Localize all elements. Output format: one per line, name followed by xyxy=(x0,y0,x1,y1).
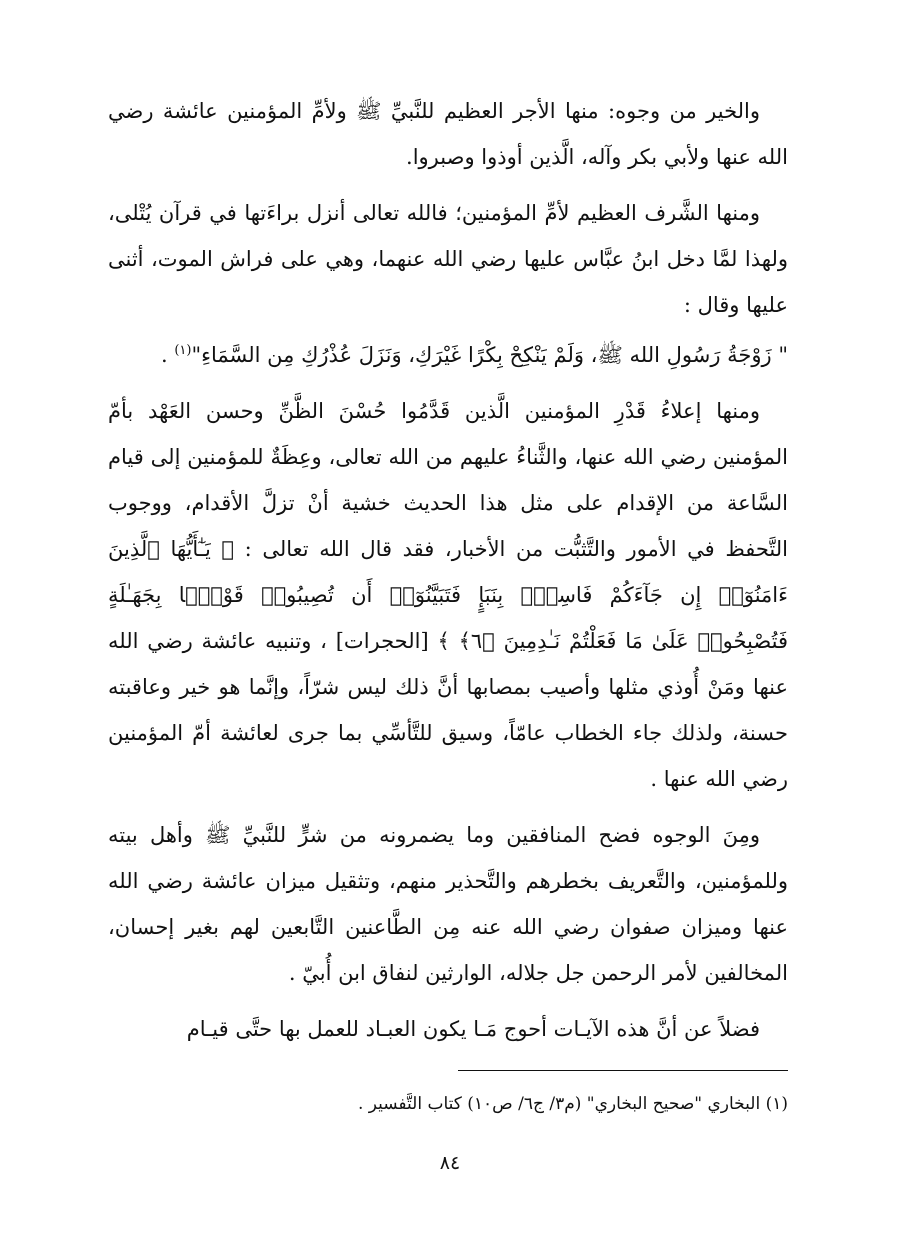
quote-end: . xyxy=(160,343,175,367)
quran-verse: ﴿ يَـٰٓأَيُّهَا ٱلَّذِينَ ءَامَنُوٓا۟ إِن جَآءَكُمْ فَاسِقٌۢ بِنَبَإٍ فَتَبَيَّنُوٓا۟ أَن تُصِيبُوا۟ قَوْمًۢا بِجَهَـٰلَةٍ فَتُصْبِحُوا۟ عَلَىٰ مَا فَعَلْتُمْ نَـٰدِمِينَ ﴿٦﴾ ﴾ xyxy=(108,537,788,653)
paragraph-continuation xyxy=(108,1006,788,1052)
paragraph-text: ومنها الشَّرف العظيم لأمِّ المؤمنين؛ فالله تعالى أنزل براءَتها في قرآن يُتْلى، ولهذا لمَّا دخل ابنُ عبَّاس عليها رضي الله عنهما، وهي على فراش الموت، أثنى عليها وقال : xyxy=(108,201,788,317)
footnote-divider xyxy=(458,1070,788,1071)
page-number: ٨٤ xyxy=(439,1152,461,1174)
paragraph-text: والخير من وجوه: منها الأجر العظيم للنَّبيِّ ﷺ ولأمِّ المؤمنين عائشة رضي الله عنها ولأبي بكر وآله، الَّذين أوذوا وصبروا. xyxy=(108,99,788,169)
paragraph-elevation xyxy=(108,388,788,802)
paragraph-text: فضلاً عن أنَّ هذه الآيـات أحوج مَـا يكون العبـاد للعمل بها حتَّى قيـام xyxy=(186,1017,760,1041)
footnote-reference[interactable]: (١) xyxy=(174,343,192,358)
paragraph-text: [الحجرات] ، وتنبيه عائشة رضي الله عنها ومَنْ أُوذي مثلها وأصيب بمصابها أنَّ ذلك ليس شرّاً، وإنَّما هو خير وعاقبته حسنة، ولذلك جاء الخطاب عامّاً، وسيق للتَّأسِّي بما جرى لعائشة أمّ المؤمنين رضي الله عنها . xyxy=(108,629,788,791)
ibn-abbas-quote: " زَوْجَةُ رَسُولِ الله ﷺ، وَلَمْ يَنْكِحْ بِكْرًا غَيْرَكِ، وَنَزَلَ عُذْرُكِ مِن السَّمَاءِ" xyxy=(191,343,788,367)
paragraph-text: ومنها إعلاءُ قَدْرِ المؤمنين الَّذين قَدَّمُوا حُسْنَ الظَّنِّ وحسن العَهْد بأمّ المؤمنين رضي الله عنها، والثَّناءُ عليهم من الله تعالى، وعِظَةٌ للمؤمنين إلى قيام السَّاعة من الإقدام على مثل هذا الحديث خشية أنْ تزلَّ الأقدام، ووجوب التَّحفظ في الأمور والتَّثبُّت من الأخبار، فقد قال الله تعالى : xyxy=(108,399,789,561)
body-text xyxy=(108,88,788,1062)
footnote-text: (١) البخاري "صحيح البخاري" (م٣/ ج٦/ ص١٠) كتاب التَّفسير . xyxy=(357,1094,788,1114)
footnote xyxy=(108,1090,788,1118)
paragraph-hypocrites xyxy=(108,812,788,996)
paragraph-text: ومِنَ الوجوه فضح المنافقين وما يضمرونه من شرٍّ للنَّبيِّ ﷺ وأهل بيته وللمؤمنين، والتَّعريف بخطرهم والتَّحذير منهم، وتثقيل ميزان عائشة رضي الله عنها وميزان صفوان رضي الله عنه مِن الطَّاعنين التَّابعين لهم بغير إحسان، المخالفين لأمر الرحمن جل جلاله، الوارثين لنفاق ابن أُبيّ . xyxy=(108,823,788,985)
paragraph-benefits-reward xyxy=(108,88,788,180)
paragraph-honor xyxy=(108,190,788,378)
